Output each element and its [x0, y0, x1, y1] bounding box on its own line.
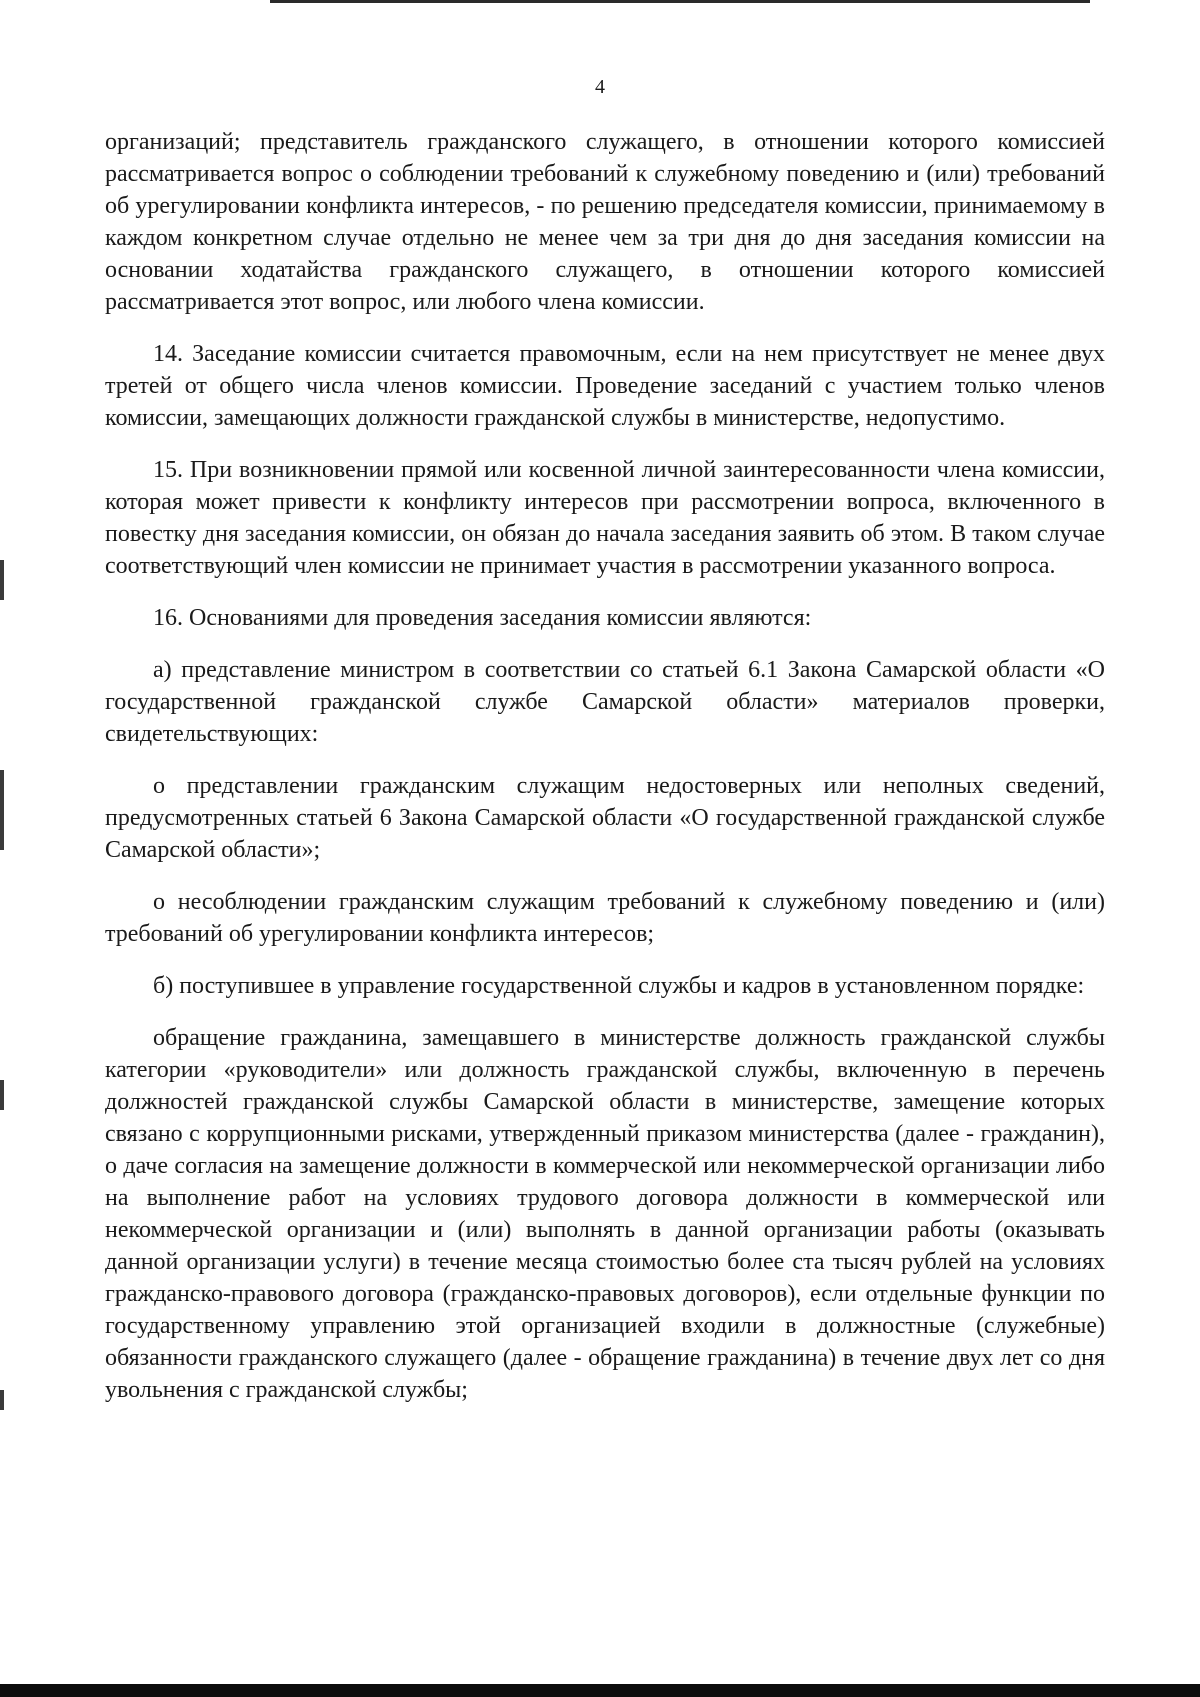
- paragraph-16-a: а) представление министром в соответствии со статьей 6.1 Закона Самарской области «О государственной гражданской службе Самарской области» материалов проверки, свидетельствующих:: [105, 657, 1105, 747]
- scan-top-edge: [270, 0, 1090, 3]
- scan-edge-mark: [0, 560, 4, 600]
- scan-edge-mark: [0, 770, 4, 850]
- paragraph-16-a-item-2: о несоблюдении гражданским служащим требований к служебному поведению и (или) требований об урегулировании конфликта интересов;: [105, 889, 1105, 947]
- paragraph-16-a-item-1: о представлении гражданским служащим недостоверных или неполных сведений, предусмотренных статьей 6 Закона Самарской области «О государственной гражданской службе Самарской области»;: [105, 773, 1105, 863]
- paragraph-16-b: б) поступившее в управление государственной службы и кадров в установленном порядке:: [153, 973, 1085, 999]
- page-number: 4: [595, 76, 605, 98]
- paragraph-15: 15. При возникновении прямой или косвенной личной заинтересованности члена комиссии, которая может привести к конфликту интересов при рассмотрении вопроса, включенного в повестку дня заседания комиссии, он обязан до начала заседания заявить об этом. В таком случае соответствующий член комиссии не принимает участия в рассмотрении указанного вопроса.: [105, 457, 1105, 579]
- paragraph-16: 16. Основаниями для проведения заседания комиссии являются:: [153, 605, 812, 631]
- paragraph-16-b-item-1: обращение гражданина, замещавшего в министерстве должность гражданской службы категории «руководители» или должность гражданской службы, включенную в перечень должностей гражданской службы Самарской области в министерстве, замещение которых связано с коррупционными рисками, утвержденный приказом министерства (далее - гражданин), о даче согласия на замещение должности в коммерческой или некоммерческой организации либо на выполнение работ на условиях трудового договора должности в коммерческой или некоммерческой организации и (или) выполнять в данной организации работы (оказывать данной организации услуги) в течение месяца стоимостью более ста тысяч рублей на условиях гражданско-правового договора (гражданско-правовых договоров), если отдельные функции по государственному управлению этой организацией входили в должностные (служебные) обязанности гражданского служащего (далее - обращение гражданина) в течение двух лет со дня увольнения с гражданской службы;: [105, 1025, 1105, 1403]
- scan-edge-mark: [0, 1080, 4, 1110]
- paragraph-continuation: организаций; представитель гражданского служащего, в отношении которого комиссией рассматривается вопрос о соблюдении требований к служебному поведению и (или) требований об урегулировании конфликта интересов, - по решению председателя комиссии, принимаемому в каждом конкретном случае отдельно не менее чем за три дня до дня заседания комиссии на основании ходатайства гражданского служащего, в отношении которого комиссией рассматривается этот вопрос, или любого члена комиссии.: [105, 129, 1105, 315]
- scan-edge-mark: [0, 1390, 4, 1410]
- document-body: [105, 126, 1105, 1426]
- scan-bottom-edge: [0, 1684, 1200, 1697]
- paragraph-14: 14. Заседание комиссии считается правомочным, если на нем присутствует не менее двух третей от общего числа членов комиссии. Проведение заседаний с участием только членов комиссии, замещающих должности гражданской службы в министерстве, недопустимо.: [105, 341, 1105, 431]
